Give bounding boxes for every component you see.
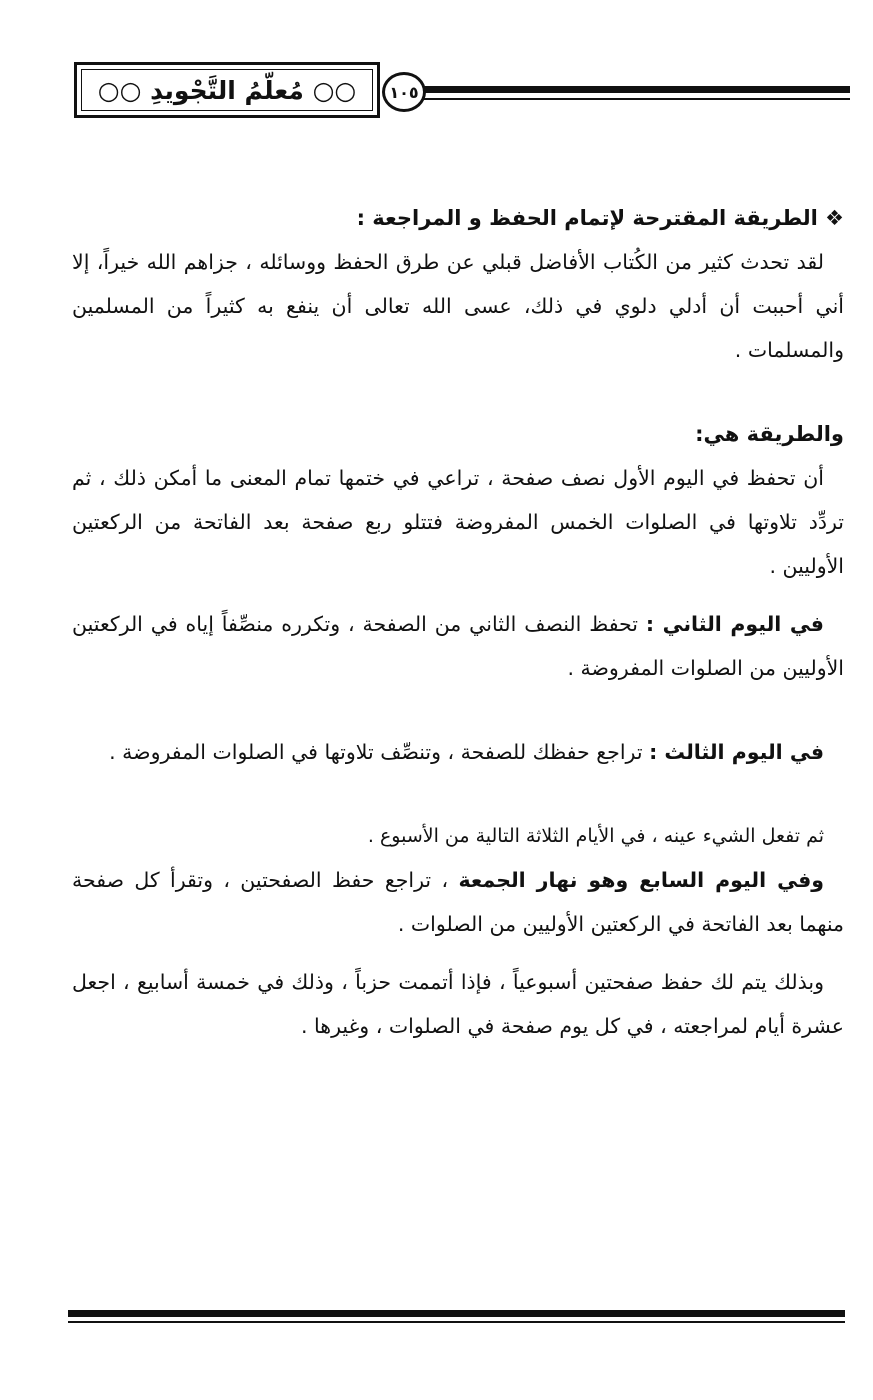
header-title-box xyxy=(74,62,380,118)
header-rule-thin xyxy=(420,98,850,100)
day-two-text: تحفظ النصف الثاني من الصفحة ، وتكرره منصِّفاً إياه في الركعتين الأوليين من الصلوات المفروضة . xyxy=(72,612,844,680)
footer-rule-thick xyxy=(68,1310,845,1317)
day-two-paragraph xyxy=(72,602,844,690)
day-two-label: في اليوم الثاني : xyxy=(645,612,824,636)
day-three-text: تراجع حفظك للصفحة ، وتنصِّف تلاوتها في الصلوات المفروضة . xyxy=(109,740,643,764)
day-seven-label: وفي اليوم السابع وهو نهار الجمعة xyxy=(458,868,824,892)
day-seven-text: ، تراجع حفظ الصفحتين ، وتقرأ كل صفحة منهما بعد الفاتحة في الركعتين الأوليين من الصلوات . xyxy=(72,868,844,936)
closing-paragraph: وبذلك يتم لك حفظ صفحتين أسبوعياً ، فإذا أتممت حزباً ، وذلك في خمسة أسابيع ، اجعل عشرة أيام لمراجعته ، في كل يوم صفحة في الصلوات ، وغيرها . xyxy=(72,970,844,1038)
book-title: ○○ مُعلّمُ التَّجْويدِ ○○ xyxy=(97,75,357,105)
day-three-paragraph xyxy=(72,730,844,774)
intro-paragraph: لقد تحدث كثير من الكُتاب الأفاضل قبلي عن طرق الحفظ ووسائله ، جزاهم الله خيراً، إلا أني أحببت أن أدلي دلوي في ذلك، عسى الله تعالى أن ينفع به كثيراً من المسلمين والمسلمات . xyxy=(72,250,844,362)
footer-rule-thin xyxy=(68,1321,845,1323)
day-one-paragraph: أن تحفظ في اليوم الأول نصف صفحة ، تراعي في ختمها تمام المعنى ما أمكن ذلك ، ثم تردِّد تلاوتها في الصلوات الخمس المفروضة فتتلو ربع صفحة بعد الفاتحة من الركعتين الأوليين . xyxy=(72,466,844,578)
header-rule-thick xyxy=(420,86,850,93)
repeat-paragraph: ثم تفعل الشيء عينه ، في الأيام الثلاثة التالية من الأسبوع . xyxy=(367,825,824,847)
section-heading-method: ❖ الطريقة المقترحة لإتمام الحفظ و المراجعة : xyxy=(356,206,844,230)
page-body xyxy=(72,196,844,1048)
running-header xyxy=(60,62,850,122)
section-heading-the-method: والطريقة هي: xyxy=(695,422,844,446)
page-number: ١٠٥ xyxy=(382,72,426,112)
day-three-label: في اليوم الثالث : xyxy=(649,740,824,764)
day-seven-paragraph xyxy=(72,858,844,946)
